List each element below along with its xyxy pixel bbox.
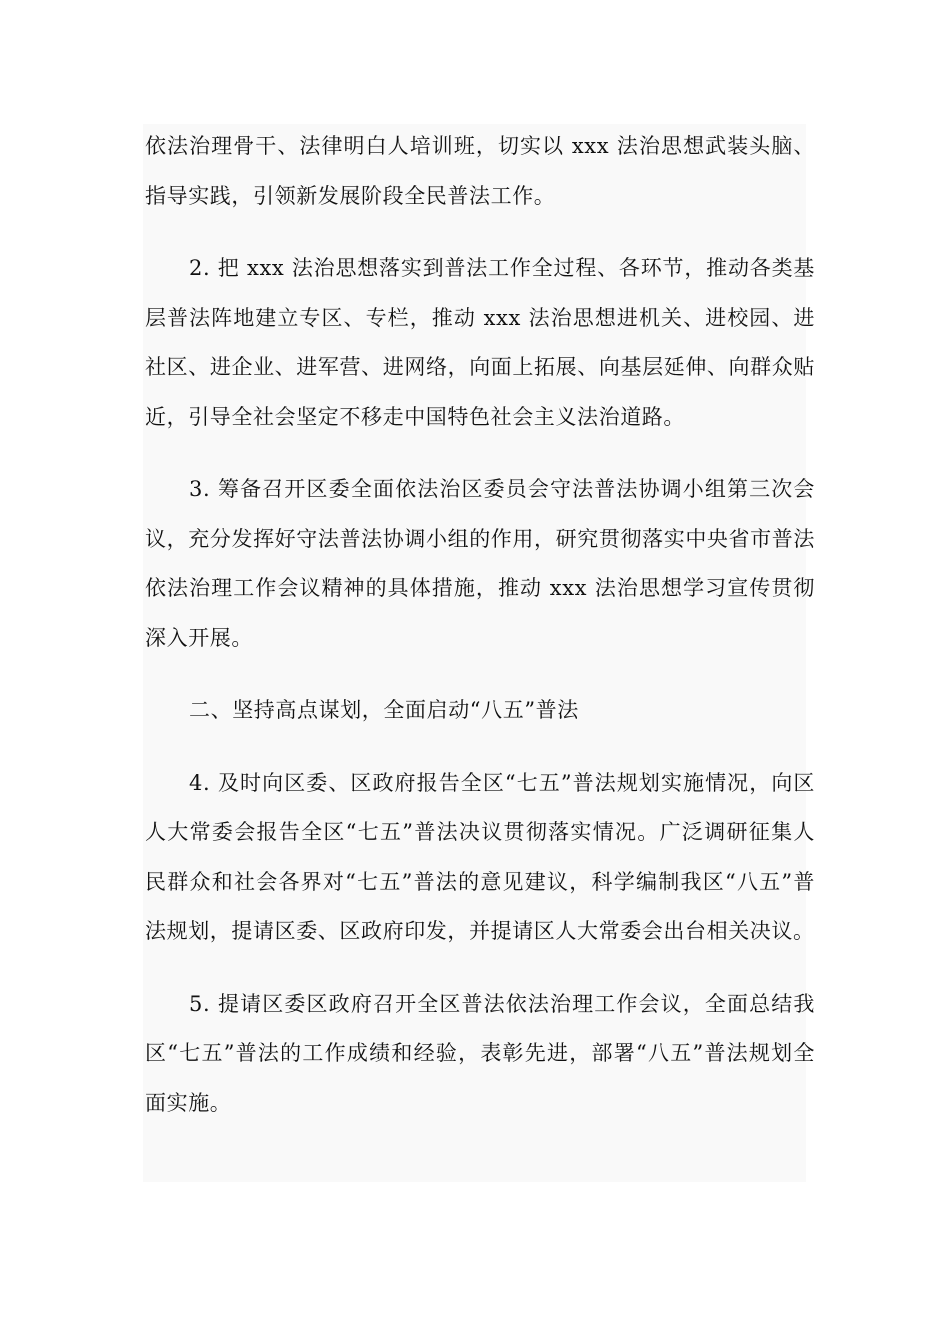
section-heading-2: 二、坚持高点谋划，全面启动“八五”普法 <box>189 698 579 722</box>
document-body <box>145 122 815 1128</box>
paragraph-item-2: 2. 把 xxx 法治思想落实到普法工作全过程、各环节，推动各类基层普法阵地建立专区、专栏，推动 xxx 法治思想进机关、进校园、进社区、进企业、进军营、进网络，向面上拓展、向基层延伸、向群众贴近，引导全社会坚定不移走中国特色社会主义法治道路。 <box>145 256 815 429</box>
paragraph-item-5: 5. 提请区委区政府召开全区普法依法治理工作会议，全面总结我区“七五”普法的工作成绩和经验，表彰先进，部署“八五”普法规划全面实施。 <box>145 991 815 1115</box>
paragraph-continuation: 依法治理骨干、法律明白人培训班，切实以 xxx 法治思想武装头脑、指导实践，引领新发展阶段全民普法工作。 <box>145 134 815 208</box>
paragraph-item-3: 3. 筹备召开区委全面依法治区委员会守法普法协调小组第三次会议，充分发挥好守法普法协调小组的作用，研究贯彻落实中央省市普法依法治理工作会议精神的具体措施，推动 xxx 法治思想学习宣传贯彻深入开展。 <box>145 477 815 650</box>
paragraph-item-4: 4. 及时向区委、区政府报告全区“七五”普法规划实施情况，向区人大常委会报告全区“七五”普法决议贯彻落实情况。广泛调研征集人民群众和社会各界对“七五”普法的意见建议，科学编制我区“八五”普法规划，提请区委、区政府印发，并提请区人大常委会出台相关决议。 <box>145 770 815 943</box>
